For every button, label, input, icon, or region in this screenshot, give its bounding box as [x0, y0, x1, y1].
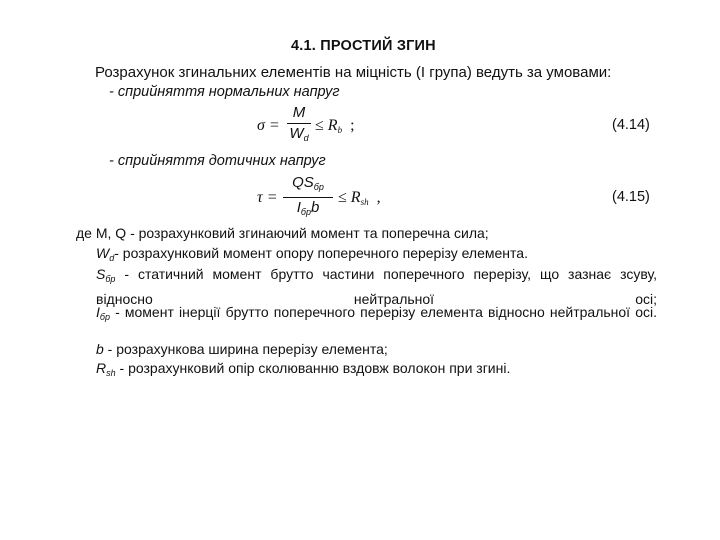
definition-ibr	[96, 302, 657, 327]
formula2-lhs: τ =	[257, 189, 278, 206]
formula2-fraction	[283, 174, 333, 221]
definition-b	[96, 341, 657, 357]
formula1-lhs: σ =	[257, 117, 280, 134]
definition-sbr-symbol: S	[96, 266, 106, 282]
definition-sbr-sub: бр	[105, 274, 116, 284]
definition-rsh-text: - розрахунковий опір сколюванню вздовж волокон при згині.	[115, 360, 511, 376]
section-title: 4.1. ПРОСТИЙ ЗГИН	[291, 38, 436, 54]
formula1-rel: ≤ R	[315, 117, 338, 134]
formula1-numerator: M	[292, 104, 306, 121]
definition-wd-symbol: W	[96, 245, 110, 261]
definition-wd	[96, 245, 657, 263]
formula2-rel: ≤ R	[338, 189, 361, 206]
formula2-tail: ,	[376, 189, 381, 206]
formula1-denominator-sub: d	[303, 133, 309, 143]
definition-rsh	[96, 360, 657, 378]
definition-b-text: - розрахункова ширина перерізу елемента;	[103, 341, 388, 357]
where-line: де M, Q - розрахунковий згинаючий момент та поперечна сила;	[76, 225, 489, 241]
definition-ibr-symbol: I	[96, 304, 100, 320]
formula1-number: (4.14)	[612, 117, 650, 133]
intro-text: Розрахунок згинальних елементів на міцність (І група) ведуть за умовами:	[95, 64, 612, 81]
formula2-rhs-sub: sh	[360, 197, 369, 207]
definition-sbr-text: - статичний момент брутто частини поперечного перерізу, що зазнає зсуву, відносно нейтральної осі;	[96, 266, 657, 307]
definition-b-symbol: b	[96, 341, 104, 357]
formula2-denominator-tail: b	[310, 199, 320, 216]
definition-ibr-text: - момент інерції брутто поперечного перерізу елемента відносно нейтральної осі.	[109, 304, 657, 320]
formula2-numerator: QS	[292, 174, 314, 191]
formula1-rhs-sub: b	[337, 125, 343, 135]
formula1-tail: ;	[350, 117, 355, 134]
definition-ibr-sub: бр	[99, 312, 110, 322]
definition-wd-sub: d	[109, 253, 115, 263]
definition-wd-text: - розрахунковий момент опору поперечного перерізу елемента.	[114, 245, 528, 261]
formula2-numerator-sub: бр	[313, 182, 324, 192]
definition-rsh-sub: sh	[106, 368, 116, 378]
formula1-denominator: W	[289, 125, 304, 142]
formula2-denominator: I	[296, 199, 301, 216]
condition-normal-stress: - сприйняття нормальних напруг	[109, 84, 340, 100]
definition-rsh-symbol: R	[96, 360, 107, 376]
formula2-denominator-sub: бр	[300, 207, 311, 217]
formula1-fraction	[287, 104, 311, 147]
condition-shear-stress: - сприйняття дотичних напруг	[109, 153, 326, 169]
formula2-number: (4.15)	[612, 189, 650, 205]
